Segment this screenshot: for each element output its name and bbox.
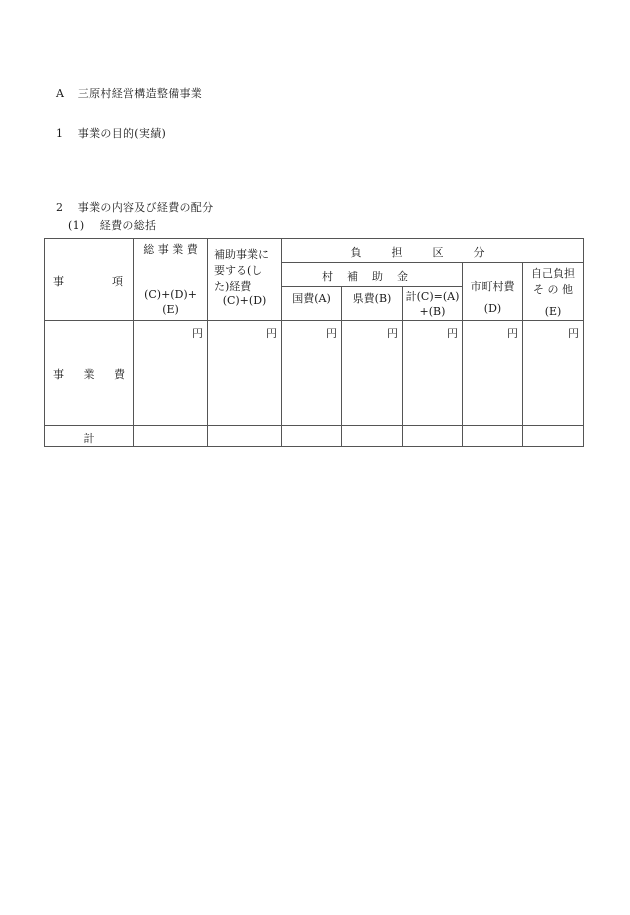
section-1-heading (56, 125, 166, 141)
other-header: 自己負担 (531, 267, 575, 280)
total-label-cell (45, 426, 134, 447)
table-row (45, 321, 584, 426)
value-cell[interactable] (208, 321, 282, 426)
section-2-heading (56, 199, 213, 215)
burden-header-cell (282, 239, 584, 263)
item-header-cell (45, 239, 134, 321)
value-cell[interactable] (463, 426, 523, 447)
sum-header-cell (403, 287, 463, 321)
title-prefix: A (56, 87, 65, 100)
burden-header: 負担区分 (350, 246, 515, 259)
value-cell[interactable] (523, 426, 584, 447)
village-subsidy-header: 村補助金 (322, 270, 422, 283)
subsidy-target-header: 補助事業に要する(した)経費 (214, 248, 269, 293)
value-cell[interactable] (134, 426, 208, 447)
value-cell[interactable] (463, 321, 523, 426)
other-header-cell (523, 263, 584, 321)
subsidy-target-header-cell (208, 239, 282, 321)
yen-unit: 円 (507, 327, 518, 340)
municipal-header: 市町村費 (470, 280, 515, 293)
yen-unit: 円 (266, 327, 277, 340)
value-cell[interactable] (208, 426, 282, 447)
total-cost-header-cell (134, 239, 208, 321)
value-cell[interactable] (134, 321, 208, 426)
municipal-header-code: (D) (483, 302, 502, 315)
item-header-char: 項 (112, 275, 123, 288)
total-cost-header: 総 事 業 費 (143, 243, 198, 256)
other-header-code: (E) (544, 305, 562, 318)
prefecture-header: 県費(B) (352, 292, 392, 306)
expense-summary-table (44, 238, 584, 447)
value-cell[interactable] (403, 426, 463, 447)
yen-unit: 円 (447, 327, 458, 340)
national-header: 国費(A) (292, 292, 331, 306)
yen-unit: 円 (192, 327, 203, 340)
yen-unit: 円 (568, 327, 579, 340)
section-text: 事業の内容及び経費の配分 (77, 201, 214, 214)
value-cell[interactable] (282, 426, 342, 447)
item-header-char: 事 (53, 275, 64, 288)
business-cost-char: 業 (83, 368, 95, 381)
value-cell[interactable] (282, 321, 342, 426)
value-cell[interactable] (523, 321, 584, 426)
sum-header: 計(C)=(A) (405, 290, 460, 304)
subsection-heading (68, 217, 156, 233)
value-cell[interactable] (342, 426, 403, 447)
sum-header: +(B) (419, 305, 446, 319)
yen-unit: 円 (326, 327, 337, 340)
business-cost-label-cell (45, 321, 134, 426)
subsection-number: (1) (68, 219, 85, 232)
title-text: 三原村経営構造整備事業 (77, 87, 203, 100)
value-cell[interactable] (403, 321, 463, 426)
table-row (45, 426, 584, 447)
total-label: 計 (83, 432, 95, 445)
section-text: 事業の目的(実績) (77, 127, 167, 140)
subsidy-target-formula: (C)+(D) (222, 294, 267, 307)
total-cost-formula: (C)+(D)+ (144, 288, 197, 301)
prefecture-header-cell (342, 287, 403, 321)
total-cost-formula: (E) (162, 303, 179, 316)
other-header: そ の 他 (533, 283, 573, 296)
section-number: 1 (56, 127, 64, 140)
page-title (56, 85, 202, 101)
business-cost-char: 費 (114, 368, 125, 381)
national-header-cell (282, 287, 342, 321)
subsection-text: 経費の総括 (99, 219, 157, 232)
municipal-header-cell (463, 263, 523, 321)
section-number: 2 (56, 201, 64, 214)
yen-unit: 円 (387, 327, 398, 340)
village-subsidy-header-cell (282, 263, 463, 287)
value-cell[interactable] (342, 321, 403, 426)
business-cost-char: 事 (53, 368, 64, 381)
